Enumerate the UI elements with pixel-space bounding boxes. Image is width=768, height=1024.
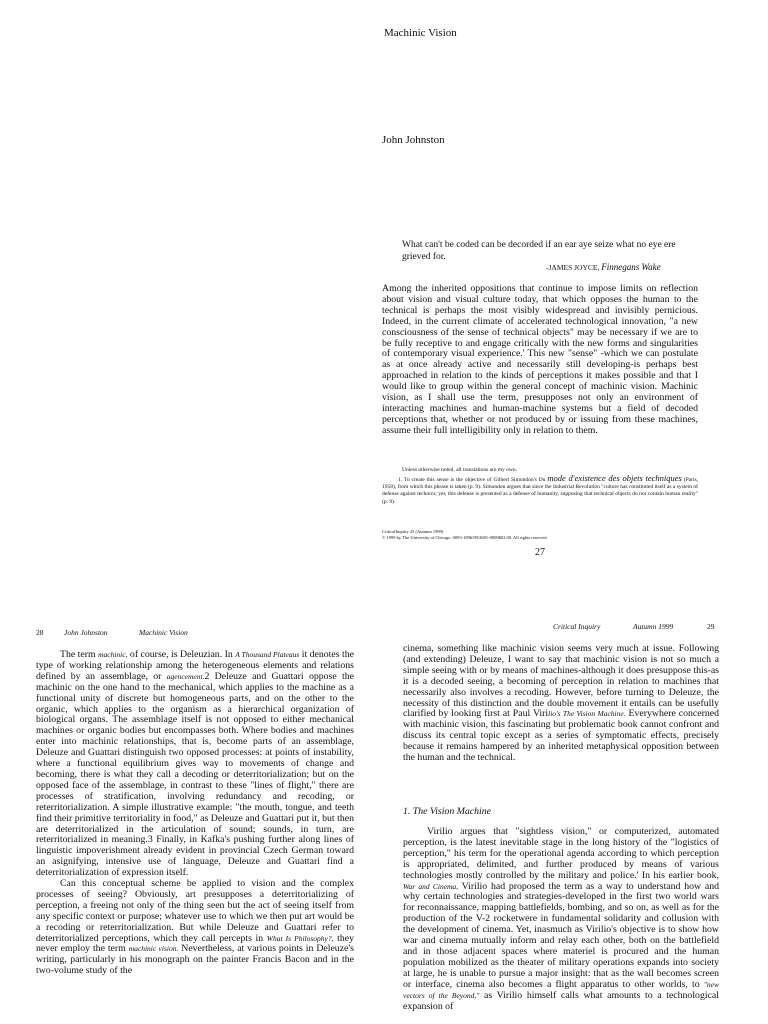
page-number-29: 29 bbox=[707, 622, 715, 631]
footnote-1-title: mode d'existence des objets techniques bbox=[547, 473, 682, 483]
text-run: Can this conceptual scheme be applied to vision and the complex processes of seeing? Obviously, art presupposes a deterritorializing of perception, a freeing not only of the thing seen but the act of seeing itself from any specific context or purpose; whatever use to which we then put art would be a recoding or reterritorialization. But while Deleuze and Guattari refer to deterritorialized perceptions, which they call percepts in bbox=[36, 878, 354, 944]
italic-book-title: A Thousand Plateaus bbox=[235, 650, 300, 659]
italic-book-title: What Is Philosophy?, bbox=[266, 933, 334, 943]
italic-term: machinic vision. bbox=[128, 944, 179, 954]
italic-quote: "new vectors of the Beyond," bbox=[403, 979, 719, 1000]
text-run: of course, is Deleuzian. In bbox=[127, 649, 236, 660]
page-number-28: 28 bbox=[36, 628, 44, 637]
page-29-column-top bbox=[403, 644, 719, 764]
page-28-column bbox=[36, 650, 354, 977]
epigraph-source bbox=[546, 262, 661, 272]
running-author: John Johnston bbox=[64, 628, 108, 637]
journal-imprint bbox=[382, 529, 548, 541]
text-run: they never employ the term bbox=[36, 932, 354, 955]
section-heading: 1. The Vision Machine bbox=[403, 806, 491, 817]
epigraph-source-author: -JAMES JOYCE, bbox=[546, 263, 602, 272]
article-title: Machinic Vision bbox=[384, 27, 457, 39]
opening-paragraph: Among the inherited oppositions that continue to impose limits on reflection about vision and visual culture today, that which opposes the human to the technical is perhaps the most visibly widespread and invisibly pernicious. Indeed, in the current climate of accelerated technological innovation, "a new consciousness of the sense of technical objects" may be necessary if we are to be fully receptive to and engage critically with the new forms and singularities of contemporary visual experience.' This new "sense" -which we can postulate as at once already active and necessarily still developing-is perhaps best approached in relation to the kinds of perceptions it makes possible and that I would like to group within the general concept of machinic vision. Machinic vision, as I shall use the term, presupposes not only an environment of interacting machines and human-machine systems but a field of decoded perceptions that, whether or not produced by or issuing from these machines, assume their full intelligibility only in relation to them. bbox=[382, 283, 698, 436]
text-run: as Virilio himself calls what amounts to a technological expansion of bbox=[403, 989, 719, 1012]
paragraph-virilio bbox=[403, 827, 719, 1012]
italic-book-title: War and Cinema, bbox=[403, 881, 459, 891]
text-run: Virilio argues that "sightless vision," or computerized, automated perception, is the latest inevitable stage in the long history of the "logistics of perception," his term for the operational agenda according to which perception is appropriated, delimited, and further produced by means of various technologies mostly controlled by the military and police.' In his earlier book, bbox=[403, 826, 719, 881]
italic-book-title: lio's The Vision Machine. bbox=[548, 709, 626, 719]
italic-term: agencement. bbox=[166, 671, 205, 681]
running-season: Autumn 1999 bbox=[633, 622, 674, 631]
page-number-27: 27 bbox=[535, 547, 545, 558]
imprint-line-1: CriticalInquiry 25 (Autumn 1999) bbox=[382, 529, 444, 534]
paragraph-continued bbox=[403, 644, 719, 764]
text-run: cinema, something like machinic vision seems very much at issue. Following (and extending) Deleuze, I want to say that machinic vision is not so much a simple seeing with or by means of machines-although it does presuppose this-as it is a decoded seeing, a becoming of perception in relation to machines that necessarily also involves a recoding. However, before turning to Deleuze, the necessity of this distinction and the double movement it entails can be usefully clarified by looking first at Paul Viri bbox=[403, 643, 719, 720]
epigraph-source-work: Finnegans Wake bbox=[601, 262, 661, 272]
running-title: Machinic Vision bbox=[139, 628, 188, 637]
paragraph-machinic-definition bbox=[36, 650, 354, 879]
page-29-column-section bbox=[403, 827, 719, 1012]
footnote-1-post: (Paris, 1958), from which this phrase is taken (p. 9). Simondon argues that since the Industrial Revolution "culture has constituted itself as a system of defense against technics; yet, this defense is presented as a defense of humanity, supposing that technical objects do not contain human reality" (p. 9). bbox=[382, 477, 698, 505]
text-run: 2 Deleuze and Guattari oppose the machinic on the one hand to the mechanical, which applies to the machine as a functional unity of discrete but homogeneous parts, and on the other to the organic, which applies to the organism as a hierarchical organization of biological organs. The assemblage itself is not opposed to either mechanical machines or organic bodies but encompasses both. Where bodies and machines enter into machinic relationships, that is, become parts of an assemblage, Deleuze and Guattari distinguish two opposed processes: at points of instability, where a functional equilibrium gives way to movements of change and becoming, there is what they call a decoding or deterritorialization; but on the opposed face of the assemblage, in contrast to these "lines of flight," there are processes of stratification, involving redundancy and recoding, or reterritorialization. A simple illustrative example: "the mouth, tongue, and teeth find their primitive territoriality in food," as Deleuze and Guattari put it, but then are deterritorialized in the articulation of sound; sounds, in turn, are reterritorialized in meaning.3 Finally, in Kafka's pushing further along lines of linguistic impoverishment already evident in provincial Czech German toward an asignifying, intensive use of language, Deleuze and Guattari find a deterritorialization of expression itself. bbox=[36, 670, 354, 879]
text-run: The term bbox=[60, 649, 99, 660]
epigraph-text: What can't be coded can be decorded if an ear aye seize what no eye ere grieved for. bbox=[402, 240, 676, 262]
text-run: Virilio had proposed the term as a way to understand how and why certain technologies and strategies-developed in the first two world wars for reconnaissance, mapping battlefields, bombing, and so on, as well as for the production of the V-2 rocketwere in fundamental solidarity and collusion with the development of cinema. Yet, inasmuch as Virilio's objective is to show how war and cinema mutually inform and relay each other, both on the battlefield and in those adjacent spaces where materiel is procured and the human population mobilized as the theater of military operations expands into society at large, he is unable to pursue a major insight: that as the wall becomes screen or interface, cinema also becomes a flight apparatus to other worlds, to bbox=[403, 880, 719, 990]
text-run: Nevertheless, at various points in Deleuze's writing, particularly in his monograph on the painter Francis Bacon and in the two-volume study of the bbox=[36, 943, 354, 977]
footnote-1 bbox=[382, 475, 698, 506]
text-run: it denotes the type of working relationship among the heterogeneous elements and relations defined by an assemblage, or bbox=[36, 649, 354, 682]
running-journal: Critical Inquiry bbox=[553, 622, 601, 631]
running-header-right bbox=[553, 622, 715, 631]
paragraph-conceptual-scheme bbox=[36, 879, 354, 977]
text-run: Everywhere concerned with machinic vision, this fascinating but problematic book cannot confront and discuss its central topic except as a series of symptomatic effects, precisely because it remains hampered by an inherited metaphysical opposition between the human and the technical. bbox=[403, 708, 719, 764]
imprint-line-2: © 1999 by The University of Chicago. 0093-1896/99/2601-0009$02.00. All rights reserved. bbox=[382, 535, 548, 540]
running-header-left bbox=[36, 628, 188, 637]
italic-term: machinic, bbox=[98, 650, 128, 659]
translation-note: Unless otherwise noted, all translations are my own. bbox=[402, 467, 518, 473]
article-author: John Johnston bbox=[382, 134, 445, 146]
footnote-1-pre: 1. To create this sense is the objective of Gilbert Simondon's Du bbox=[398, 477, 548, 483]
